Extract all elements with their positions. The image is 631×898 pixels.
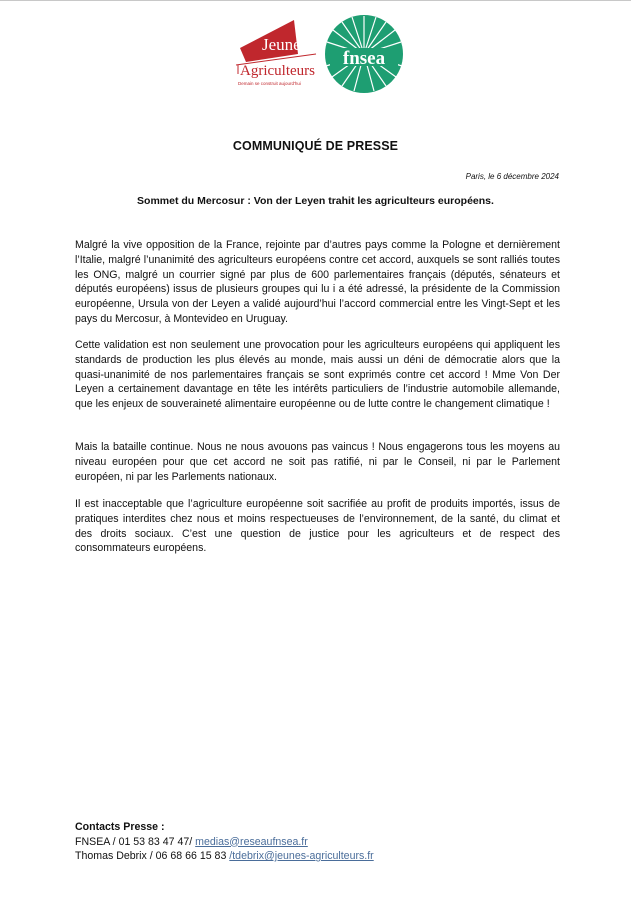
page-top-border [0,0,631,1]
page-title: COMMUNIQUÉ DE PRESSE [232,139,399,153]
contact-fnsea [75,835,374,850]
logos-header [0,12,631,102]
paragraph-1: Malgré la vive opposition de la France, rejointe par d’autres pays comme la Pologne et dernièrement l’Italie, malgré l’unanimité des agriculteurs européens contre cet accord, auxquels se sont ralliés toutes les ONG, malgré un courrier signé par plus de 600 parlementaires français (députés, sénateurs et députés européens) issus de plusieurs groupes qui lu i a été adressé, la présidente de la Commission européenne, Ursula von der Leyen a validé aujourd’hui l’accord commercial entre les Vingt-Sept et les pays du Mercosur, à Montevideo en Uruguay. [75,239,560,325]
svg-text:fnsea: fnsea [342,48,386,69]
fnsea-logo [324,14,404,94]
contact-fnsea-text: FNSEA / 01 53 83 47 47/ [75,835,196,848]
contact-ja-text: Thomas Debrix / 06 68 66 15 83 [75,850,230,862]
paragraph-2: Cette validation est non seulement une provocation pour les agriculteurs européens qui appliquent les standards de production les plus élevés au monde, mais aussi un déni de démocratie alors que la quasi-unanimité de nos parlementaires français se sont exprimés contre cet accord ! Mme Von Der Leyen a certainement davantage en tête les intérêts particuliers de l’industrie automobile allemande, que les enjeux de souveraineté alimentaire européenne ou de lutte contre le changement climatique ! [75,339,560,411]
svg-text:Demain se construit aujourd'hu: Demain se construit aujourd'hui [238,81,301,86]
fnsea-email-link[interactable]: medias@reseaufnsea.fr [195,835,308,848]
svg-text:Jeunes: Jeunes [262,35,308,54]
press-contacts [75,820,374,864]
paragraph-4: Il est inacceptable que l’agriculture européenne soit sacrifiée au profit de produits importés, issus de pratiques interdites chez nous et moins respectueuses de l’environnement, de la santé, du climat et des droits sociaux. C’est une question de justice pour les agriculteurs et de respect des consommateurs européens. [75,498,560,555]
contact-ja [75,849,374,864]
subject-heading: Sommet du Mercosur : Von der Leyen trahit les agriculteurs européens. [137,195,494,207]
contacts-heading: Contacts Presse : [75,821,165,833]
paragraph-3: Mais la bataille continue. Nous ne nous avouons pas vaincus ! Nous engagerons tous les moyens au niveau européen pour que cet accord ne soit pas ratifié, ni par le Conseil, ni par le Parlement européen, ni par les Parlements nationaux. [75,441,560,483]
svg-text:Agriculteurs: Agriculteurs [240,63,315,79]
ja-email-link[interactable]: /tdebrix@jeunes-agriculteurs.fr [229,850,374,862]
date-line: Paris, le 6 décembre 2024 [465,172,559,181]
jeunes-agriculteurs-logo [232,18,320,92]
